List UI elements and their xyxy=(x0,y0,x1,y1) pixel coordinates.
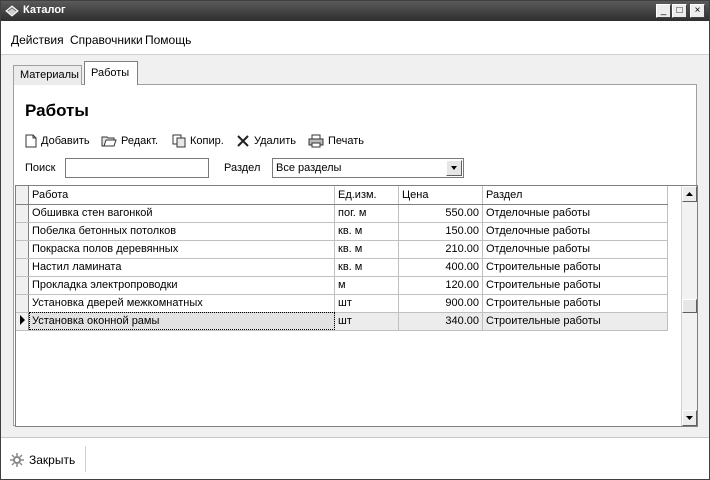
cell-price[interactable]: 210.00 xyxy=(399,240,483,258)
maximize-button[interactable]: □ xyxy=(672,4,687,18)
section-label: Раздел xyxy=(224,162,261,174)
app-icon xyxy=(5,4,19,18)
cell-name[interactable]: Настил ламината xyxy=(29,258,335,276)
copy-icon xyxy=(172,134,186,148)
column-header-work[interactable]: Работа xyxy=(29,186,335,204)
cell-section[interactable]: Отделочные работы xyxy=(483,240,668,258)
arrow-down-icon xyxy=(683,411,696,425)
cell-price[interactable]: 150.00 xyxy=(399,222,483,240)
copy-button[interactable] xyxy=(172,131,224,151)
cell-section[interactable]: Отделочные работы xyxy=(483,222,668,240)
menu-actions[interactable]: Действия xyxy=(11,33,64,47)
search-label: Поиск xyxy=(25,162,56,174)
cell-name[interactable]: Установка дверей межкомнатных xyxy=(29,294,335,312)
dropdown-arrow-button[interactable] xyxy=(446,160,462,176)
column-header-unit[interactable]: Ед.изм. xyxy=(335,186,399,204)
cell-name[interactable]: Побелка бетонных потолков xyxy=(29,222,335,240)
table-row[interactable] xyxy=(16,312,668,330)
delete-x-icon xyxy=(236,134,250,148)
cell-price[interactable]: 340.00 xyxy=(399,312,483,330)
menu-bar xyxy=(1,21,709,55)
cell-price[interactable]: 550.00 xyxy=(399,204,483,222)
cell-name[interactable]: Установка оконной рамы xyxy=(29,312,335,330)
cell-price[interactable]: 120.00 xyxy=(399,276,483,294)
printer-icon xyxy=(308,134,324,148)
cell-section[interactable]: Отделочные работы xyxy=(483,204,668,222)
print-button[interactable] xyxy=(308,131,364,151)
row-indicator[interactable] xyxy=(16,258,29,276)
table-row[interactable] xyxy=(16,276,668,294)
row-indicator[interactable] xyxy=(16,222,29,240)
title-bar[interactable] xyxy=(1,1,709,21)
works-table-body xyxy=(16,186,668,331)
close-gear-icon xyxy=(9,452,25,468)
row-indicator[interactable] xyxy=(16,204,29,222)
page-title: Работы xyxy=(25,101,89,120)
cell-name[interactable]: Прокладка электропроводки xyxy=(29,276,335,294)
minimize-button[interactable]: _ xyxy=(656,4,671,18)
current-row-pointer-icon xyxy=(16,313,28,327)
print-label: Печать xyxy=(328,135,365,147)
tab-materials[interactable]: Материалы xyxy=(13,65,82,85)
chevron-down-icon xyxy=(447,161,461,175)
column-header-section[interactable]: Раздел xyxy=(483,186,668,204)
cell-unit[interactable]: пог. м xyxy=(335,204,399,222)
table-header-row xyxy=(16,186,668,204)
close-button[interactable] xyxy=(9,452,75,468)
cell-section[interactable]: Строительные работы xyxy=(483,294,668,312)
cell-section[interactable]: Строительные работы xyxy=(483,312,668,330)
scroll-thumb[interactable] xyxy=(682,299,697,313)
table-row[interactable] xyxy=(16,240,668,258)
table-row[interactable] xyxy=(16,294,668,312)
copy-label: Копир. xyxy=(190,135,224,147)
edit-label: Редакт. xyxy=(121,135,159,147)
menu-references[interactable]: Справочники xyxy=(70,33,143,47)
table-row[interactable] xyxy=(16,222,668,240)
scroll-down-button[interactable] xyxy=(682,410,697,426)
menu-help[interactable]: Помощь xyxy=(145,33,192,47)
table-row[interactable] xyxy=(16,204,668,222)
search-input[interactable] xyxy=(65,158,209,178)
row-indicator[interactable] xyxy=(16,294,29,312)
close-window-button[interactable]: × xyxy=(690,4,705,18)
vertical-scrollbar[interactable] xyxy=(681,186,697,426)
arrow-up-icon xyxy=(683,187,696,201)
row-indicator[interactable] xyxy=(16,312,29,330)
add-label: Добавить xyxy=(41,135,90,147)
cell-unit[interactable]: кв. м xyxy=(335,258,399,276)
tab-works[interactable]: Работы xyxy=(84,61,138,85)
edit-button[interactable] xyxy=(101,131,158,151)
delete-button[interactable] xyxy=(236,131,296,151)
row-indicator[interactable] xyxy=(16,240,29,258)
cell-price[interactable]: 400.00 xyxy=(399,258,483,276)
row-indicator-header xyxy=(16,186,29,204)
cell-name[interactable]: Покраска полов деревянных xyxy=(29,240,335,258)
delete-label: Удалить xyxy=(254,135,296,147)
scroll-up-button[interactable] xyxy=(682,186,697,202)
close-label: Закрыть xyxy=(29,453,76,467)
works-table[interactable] xyxy=(15,185,698,427)
cell-name[interactable]: Обшивка стен вагонкой xyxy=(29,204,335,222)
cell-unit[interactable]: кв. м xyxy=(335,240,399,258)
cell-unit[interactable]: шт xyxy=(335,312,399,330)
row-indicator[interactable] xyxy=(16,276,29,294)
add-button[interactable] xyxy=(25,131,90,151)
section-select[interactable] xyxy=(272,158,464,178)
bottom-bar xyxy=(1,437,709,479)
cell-price[interactable]: 900.00 xyxy=(399,294,483,312)
section-select-value: Все разделы xyxy=(276,162,342,174)
cell-unit[interactable]: кв. м xyxy=(335,222,399,240)
cell-section[interactable]: Строительные работы xyxy=(483,276,668,294)
table-row[interactable] xyxy=(16,258,668,276)
new-document-icon xyxy=(25,134,37,148)
footer-divider xyxy=(85,446,86,472)
open-folder-icon xyxy=(101,134,117,148)
cell-section[interactable]: Строительные работы xyxy=(483,258,668,276)
column-header-price[interactable]: Цена xyxy=(399,186,483,204)
window-title: Каталог xyxy=(23,4,66,16)
cell-unit[interactable]: шт xyxy=(335,294,399,312)
cell-unit[interactable]: м xyxy=(335,276,399,294)
